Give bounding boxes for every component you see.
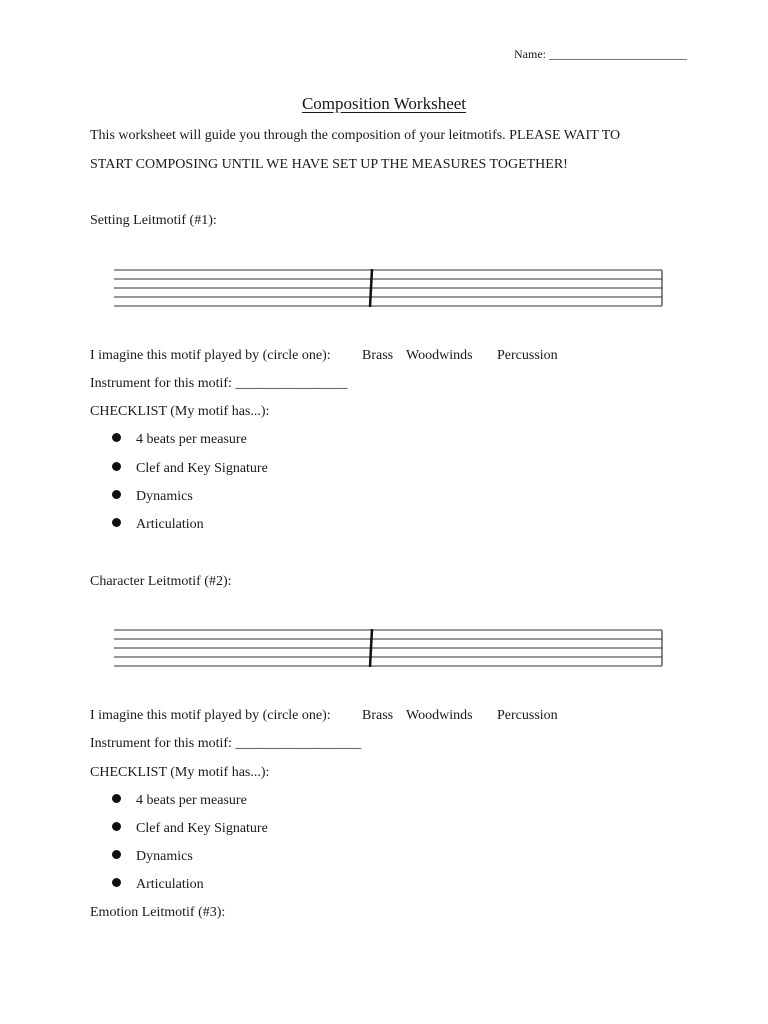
bullet-icon xyxy=(112,878,121,887)
bullet-icon xyxy=(112,462,121,471)
bullet-icon xyxy=(112,794,121,803)
checklist-item xyxy=(112,793,247,809)
bullet-icon xyxy=(112,518,121,527)
checklist-item xyxy=(112,489,193,505)
music-staff-1[interactable] xyxy=(114,268,664,308)
checklist-item-label: Clef and Key Signature xyxy=(136,821,268,836)
checklist-item xyxy=(112,432,247,448)
intro-line-1: This worksheet will guide you through the composition of your leitmotifs. PLEASE WAIT TO xyxy=(90,128,621,143)
staff-lines-2 xyxy=(114,628,664,668)
choice-brass-1[interactable]: Brass xyxy=(362,348,394,363)
instrument-field-2[interactable]: Instrument for this motif: __________________ xyxy=(90,736,362,751)
bullet-icon xyxy=(112,433,121,442)
staff-lines-1 xyxy=(114,268,664,308)
checklist-item xyxy=(112,821,268,837)
section-heading-emotion: Emotion Leitmotif (#3): xyxy=(90,905,226,920)
choice-woodwinds-1[interactable]: Woodwinds xyxy=(406,348,473,363)
checklist-item xyxy=(112,877,204,893)
checklist-title-2: CHECKLIST (My motif has...): xyxy=(90,765,270,780)
section-heading-setting: Setting Leitmotif (#1): xyxy=(90,213,217,228)
checklist-item xyxy=(112,849,193,865)
worksheet-title: Composition Worksheet xyxy=(301,94,467,113)
checklist-item-label: 4 beats per measure xyxy=(136,432,247,447)
bullet-icon xyxy=(112,490,121,499)
checklist-item-label: Dynamics xyxy=(136,849,193,864)
music-staff-2[interactable] xyxy=(114,628,664,668)
checklist-item-label: Dynamics xyxy=(136,489,193,504)
choice-woodwinds-2[interactable]: Woodwinds xyxy=(406,708,473,723)
bullet-icon xyxy=(112,850,121,859)
choice-percussion-1[interactable]: Percussion xyxy=(497,348,558,363)
checklist-title-1: CHECKLIST (My motif has...): xyxy=(90,404,270,419)
imagine-label-2: I imagine this motif played by (circle one): xyxy=(90,708,331,723)
checklist-item-label: Articulation xyxy=(136,517,204,532)
choice-brass-2[interactable]: Brass xyxy=(362,708,394,723)
checklist-item-label: Clef and Key Signature xyxy=(136,461,268,476)
section-heading-character: Character Leitmotif (#2): xyxy=(90,574,232,589)
imagine-label-1: I imagine this motif played by (circle one): xyxy=(90,348,331,363)
checklist-item-label: Articulation xyxy=(136,877,204,892)
intro-line-2: START COMPOSING UNTIL WE HAVE SET UP THE MEASURES TOGETHER! xyxy=(90,157,568,172)
instrument-field-1[interactable]: Instrument for this motif: ________________ xyxy=(90,376,348,391)
checklist-item xyxy=(112,517,204,533)
choice-percussion-2[interactable]: Percussion xyxy=(497,708,558,723)
checklist-item-label: 4 beats per measure xyxy=(136,793,247,808)
name-field-label[interactable]: Name: _______________________ xyxy=(514,47,687,61)
checklist-item xyxy=(112,461,268,477)
bullet-icon xyxy=(112,822,121,831)
